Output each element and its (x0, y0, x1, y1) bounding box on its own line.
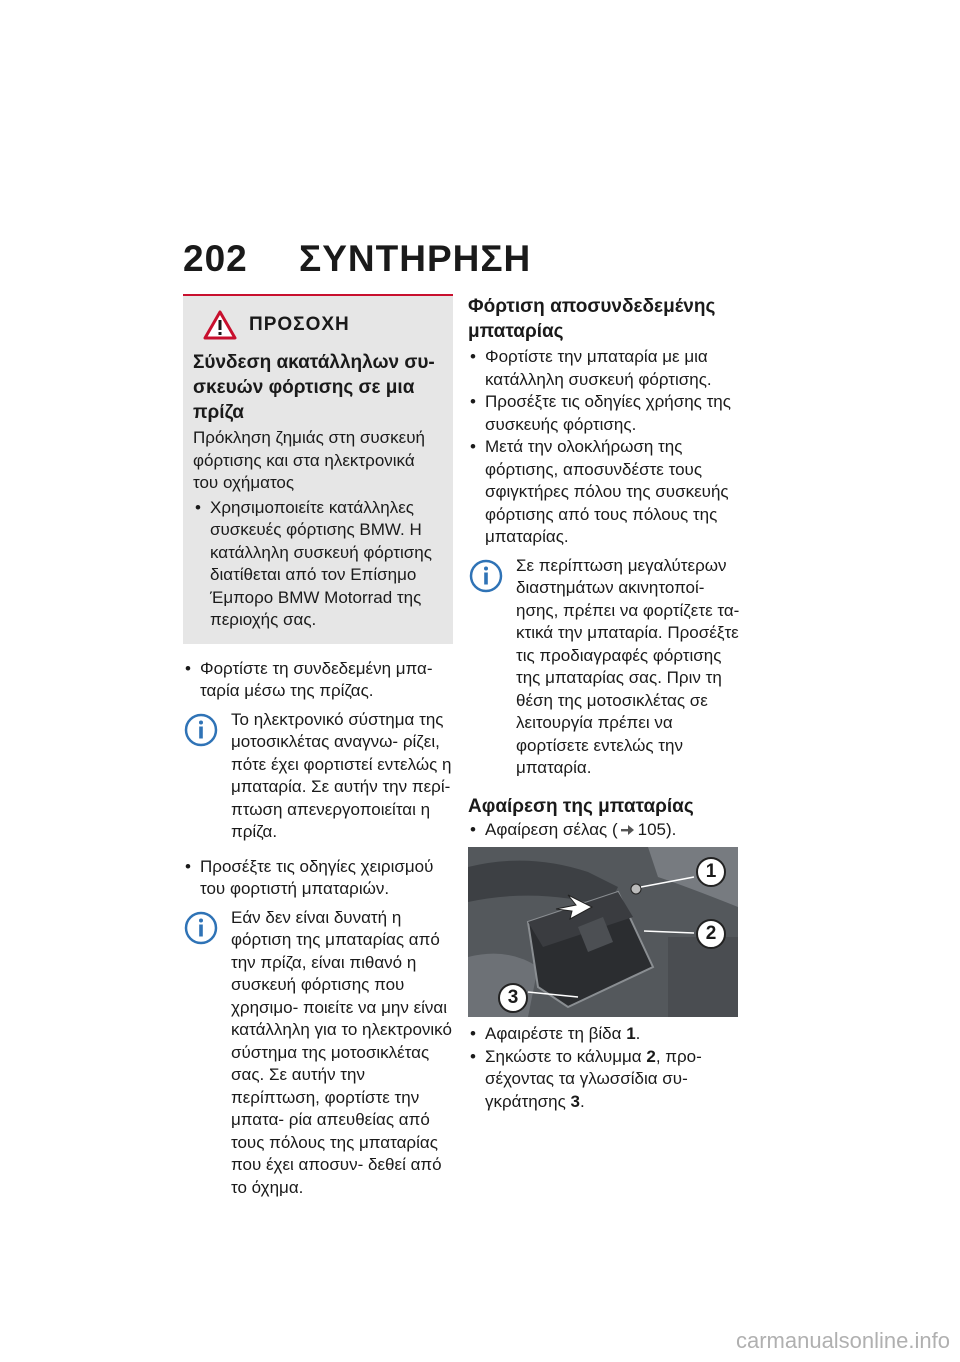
page-reference: 105). (637, 819, 677, 839)
right-bullet-6-text: Σηκώστε το κάλυμμα (485, 1046, 647, 1066)
right-bullet-4 (468, 819, 740, 842)
section-title-removal: Αφαίρεση της μπαταρίας (468, 795, 694, 817)
section-title-charging: Φόρτιση αποσυνδεδεμένης μπαταρίας (468, 296, 716, 342)
page-header (183, 238, 531, 280)
arrow-right-icon (621, 824, 635, 836)
info-icon (469, 559, 503, 593)
warning-header (203, 310, 443, 340)
page-number: 202 (183, 238, 248, 279)
right-bullet-5: • Αφαιρέστε τη βίδα 1. (468, 1023, 740, 1046)
right-bullet-4-text: Αφαίρεση σέλας ( (485, 819, 618, 839)
right-bullet-6-rest: , προ- σέχοντας τα γλωσσίδια συ- γκράτησης (485, 1046, 702, 1111)
left-bullet-2: • Προσέξτε τις οδηγίες χειρισμού του φορτιστή μπαταριών. (183, 856, 453, 901)
warning-bullet: • Χρησιμοποιείτε κατάλληλες συσκευές φόρτισης BMW. Η κατάλληλη συσκευή φόρτισης διατίθεται από τον Επίσημο Έμπορο BMW Motorrad της περιοχής σας. (193, 497, 443, 632)
right-bullet-1: • Φορτίστε την μπαταρία με μια κατάλληλη συσκευή φόρτισης. (468, 346, 740, 391)
warning-body: Πρόκληση ζημιάς στη συσκευή φόρτισης και στα ηλεκτρονικά του οχήματος (193, 428, 425, 492)
cover-ref: 2 (646, 1046, 656, 1066)
warning-triangle-icon (203, 310, 237, 340)
watermark: carmanualsonline.info (735, 1328, 950, 1353)
figure-label-2: 2 (696, 919, 726, 949)
info-icon (184, 911, 218, 945)
left-column (183, 294, 453, 1199)
figure-label-1: 1 (696, 857, 726, 887)
info-icon (184, 713, 218, 747)
page-title: ΣΥΝΤΗΡΗΣΗ (299, 238, 532, 279)
battery-figure (468, 847, 738, 1017)
screw-ref: 1 (626, 1024, 636, 1043)
left-note-1 (183, 709, 453, 844)
right-bullet-5-text: Αφαιρέστε τη βίδα (485, 1024, 627, 1043)
warning-title: ΠΡΟΣΟΧΗ (249, 314, 350, 335)
left-note-2 (183, 907, 453, 1200)
warning-box (183, 294, 453, 644)
left-note-2-text: Εάν δεν είναι δυνατή η φόρτιση της μπαταρίας από την πρίζα, είναι πιθανό η συσκευή φόρτισης που χρησιμο- ποιείτε να μην είναι κατάλληλη για το ηλεκτρονικό σύστημα της μοτοσικλέτας σας. Σε αυτήν την περίπτωση, φορτίστε την μπατα- ρία απευθείας από τους πόλους της μπαταρίας που έχει αποσυν- δεθεί από το όχημα. (231, 907, 452, 1197)
right-column (468, 294, 740, 1113)
right-bullet-6: • Σηκώστε το κάλυμμα 2, προ- σέχοντας τα γλωσσίδια συ- γκράτησης 3. (468, 1046, 740, 1114)
left-bullet-1: • Φορτίστε τη συνδεδεμένη μπα- ταρία μέσω της πρίζας. (183, 658, 453, 703)
right-bullet-2: • Προσέξτε τις οδηγίες χρήσης της συσκευής φόρτισης. (468, 391, 740, 436)
figure-label-3: 3 (498, 983, 528, 1013)
left-note-1-text: Το ηλεκτρονικό σύστημα της μοτοσικλέτας αναγνω- ρίζει, πότε έχει φορτιστεί εντελώς η μπαταρία. Σε αυτήν την περί- πτωση απενεργοποιείται η πρίζα. (231, 709, 452, 841)
warning-subtitle: Σύνδεση ακατάλληλων συ- σκευών φόρτισης σε μια πρίζα (193, 352, 435, 423)
right-note (468, 555, 740, 780)
tab-ref: 3 (570, 1091, 580, 1111)
right-note-text: Σε περίπτωση μεγαλύτερων διαστημάτων ακινητοποί- ησης, πρέπει να φορτίζετε τα- κτικά την μπαταρία. Προσέξτε τις προδιαγραφές φόρτισης της μπαταρίας σας. Πριν τη θέση της μοτοσικλέτας σε λειτουργία πρέπει να φορτίσετε εντελώς την μπαταρία. (516, 555, 740, 777)
right-bullet-3: • Μετά την ολοκλήρωση της φόρτισης, αποσυνδέστε τους σφιγκτήρες πόλου της συσκευής φόρτισης από τους πόλους της μπαταρίας. (468, 436, 740, 549)
